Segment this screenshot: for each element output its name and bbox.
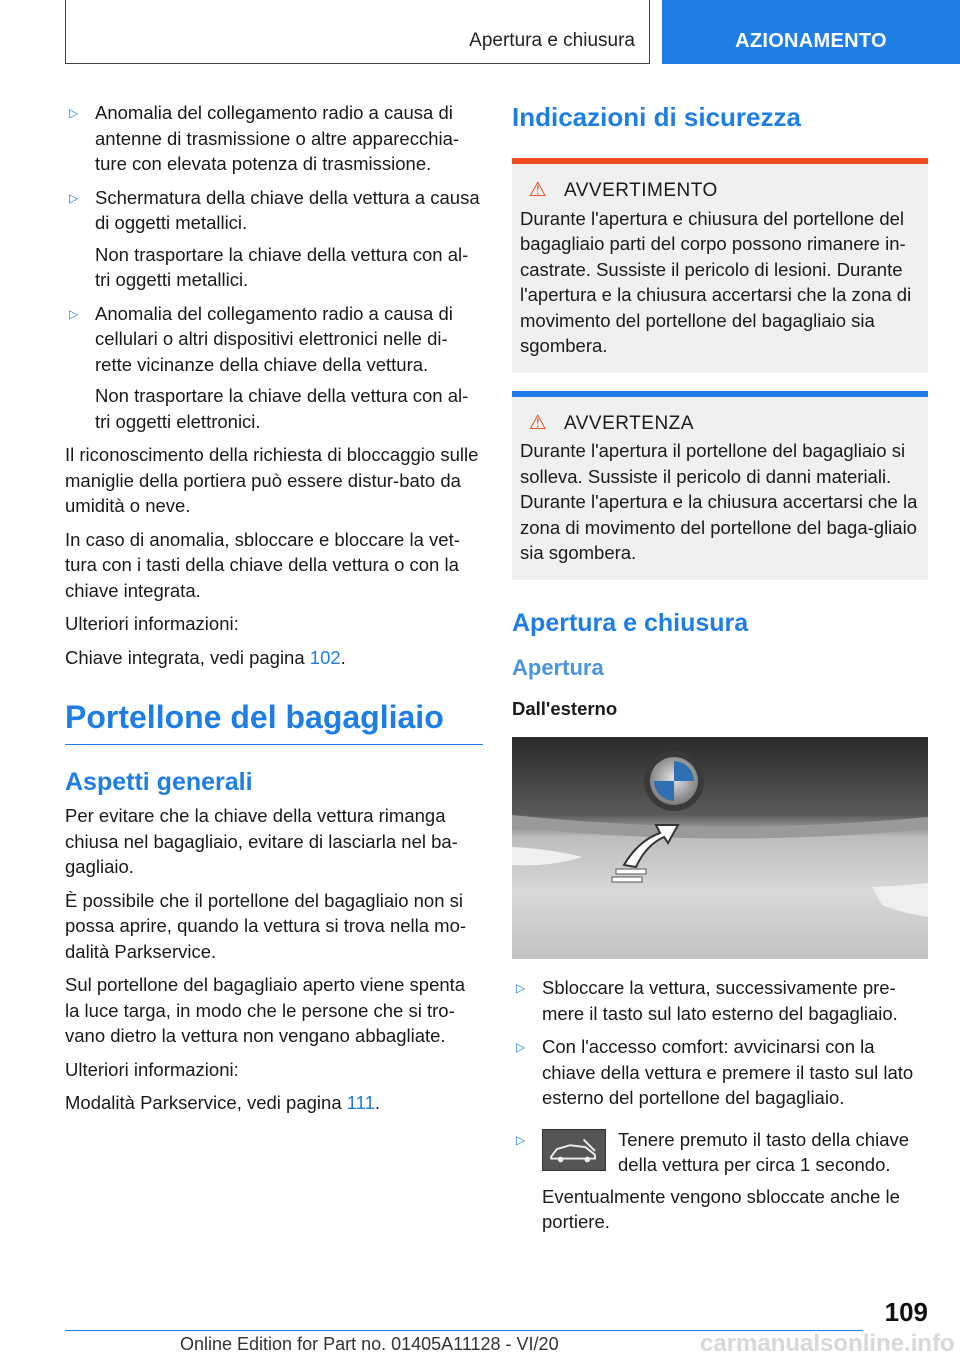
right-column xyxy=(512,100,928,1243)
warning-triangle-icon: ⚠ xyxy=(528,179,548,201)
photo-background xyxy=(512,737,928,959)
paragraph: Per evitare che la chiave della vettura rimanga chiusa nel bagagliaio, evitare di lasciarla nel ba-gagliaio. xyxy=(65,805,458,877)
more-info-label: Ulteriori informazioni: xyxy=(65,613,239,634)
opening-steps-list xyxy=(512,975,928,1235)
arrow-stripe xyxy=(612,877,642,882)
list-item xyxy=(65,301,483,435)
more-info-label: Ulteriori informazioni: xyxy=(65,1058,239,1080)
triangle-bullet-icon: ▷ xyxy=(69,190,79,205)
triangle-bullet-icon: ▷ xyxy=(516,981,526,995)
header-chapter-tab[interactable]: AZIONAMENTO xyxy=(662,0,960,64)
list-item-text: Sbloccare la vettura, successivamente pre-mere il tasto sul lato esterno del bagagliaio. xyxy=(542,977,898,1024)
caution-text: Durante l'apertura il portellone del bagagliaio si solleva. Sussiste il pericolo di danni materiali. Durante l'apertura e la chiusura accertarsi che la zona di movimento del portellone del baga-gliaio sia sgombera. xyxy=(520,440,918,563)
list-item-subtext: Eventualmente vengono sbloccate anche le portiere. xyxy=(542,1185,900,1232)
list-item xyxy=(65,100,483,177)
warning-text: Durante l'apertura e chiusura del portellone del bagagliaio parti del corpo possono rimanere in-castrate. Sussiste il pericolo di lesioni. Durante l'apertura e la chiusura accertarsi che la zona di movimento del portellone del bagagliaio sia sgombera. xyxy=(520,207,912,356)
page-link-111[interactable]: 111 xyxy=(346,1092,375,1113)
list-item-text: Anomalia del collegamento radio a causa di cellulari o altri dispositivi elettronici nelle di-rette vicinanze della chiave della vettura. xyxy=(95,302,453,375)
page-link-102[interactable]: 102 xyxy=(309,646,341,668)
left-column xyxy=(65,100,483,1124)
safety-heading: Indicazioni di sicurezza xyxy=(512,102,801,132)
list-item-subtext: Non trasportare la chiave della vettura con al-tri oggetti metallici. xyxy=(95,243,469,290)
key-instruction-row xyxy=(542,1127,928,1184)
interference-list xyxy=(65,100,483,434)
warning-box xyxy=(512,158,928,373)
caution-box xyxy=(512,391,928,580)
header-section-title: Apertura e chiusura xyxy=(469,30,635,51)
tailgate-button-photo xyxy=(512,737,928,959)
page-number: 109 xyxy=(884,1297,928,1327)
list-item-text: Tenere premuto il tasto della chiave della vettura per circa 1 secondo. xyxy=(618,1128,910,1175)
triangle-bullet-icon: ▷ xyxy=(516,1132,526,1147)
tailgate-key-icon xyxy=(542,1129,606,1171)
warning-title: ⚠ AVVERTIMENTO xyxy=(520,178,920,204)
list-item-text: Schermatura della chiave della vettura a causa di oggetti metallici. xyxy=(95,186,480,233)
caution-title: ⚠ AVVERTENZA xyxy=(520,411,920,437)
footer-edition-text: Online Edition for Part no. 01405A11128 - VI/20 xyxy=(180,1334,559,1354)
arrow-stripe xyxy=(616,869,646,874)
triangle-bullet-icon: ▷ xyxy=(69,106,79,120)
footer-watermark: carmanualsonline.info xyxy=(700,1330,955,1357)
list-item xyxy=(65,185,483,293)
list-item xyxy=(512,975,928,1026)
sub-subsection-heading: Apertura xyxy=(512,654,604,680)
subsection-heading: Apertura e chiusura xyxy=(512,608,749,637)
list-item xyxy=(512,1127,928,1235)
paragraph: Il riconoscimento della richiesta di bloccaggio sulle maniglie della portiera può essere distur-bato da umidità o neve. xyxy=(65,444,479,516)
triangle-bullet-icon: ▷ xyxy=(69,306,79,321)
list-item-subtext: Non trasportare la chiave della vettura con al-tri oggetti elettronici. xyxy=(95,385,469,432)
list-item-text: Con l'accesso comfort: avvicinarsi con la chiave della vettura e premere il tasto sul lato esterno del portellone del bagagliaio. xyxy=(542,1036,914,1108)
list-item xyxy=(512,1034,928,1111)
section-heading-block xyxy=(65,698,483,745)
minor-heading: Dall'esterno xyxy=(512,697,618,719)
paragraph: Sul portellone del bagagliaio aperto viene spenta la luce targa, in modo che le persone che si tro-vano dietro la vettura non vengano abbagliate. xyxy=(65,974,466,1046)
paragraph: In caso di anomalia, sbloccare e bloccare la vet-tura con i tasti della chiave della vettura o con la chiave integrata. xyxy=(65,528,460,601)
page-reference: Modalità Parkservice, vedi pagina 111. xyxy=(65,1092,381,1113)
section-heading: Portellone del bagagliaio xyxy=(65,699,444,735)
subsection-heading: Aspetti generali xyxy=(65,768,253,796)
paragraph: È possibile che il portellone del bagagliaio non si possa aprire, quando la vettura si trova nella mo-dalità Parkservice. xyxy=(65,889,467,962)
list-item-text: Anomalia del collegamento radio a causa di antenne di trasmissione o altre apparecchia-ture con elevata potenza di trasmissione. xyxy=(95,102,460,174)
warning-triangle-icon: ⚠ xyxy=(528,411,548,434)
triangle-bullet-icon: ▷ xyxy=(516,1040,526,1054)
page-reference: Chiave integrata, vedi pagina 102. xyxy=(65,646,346,668)
